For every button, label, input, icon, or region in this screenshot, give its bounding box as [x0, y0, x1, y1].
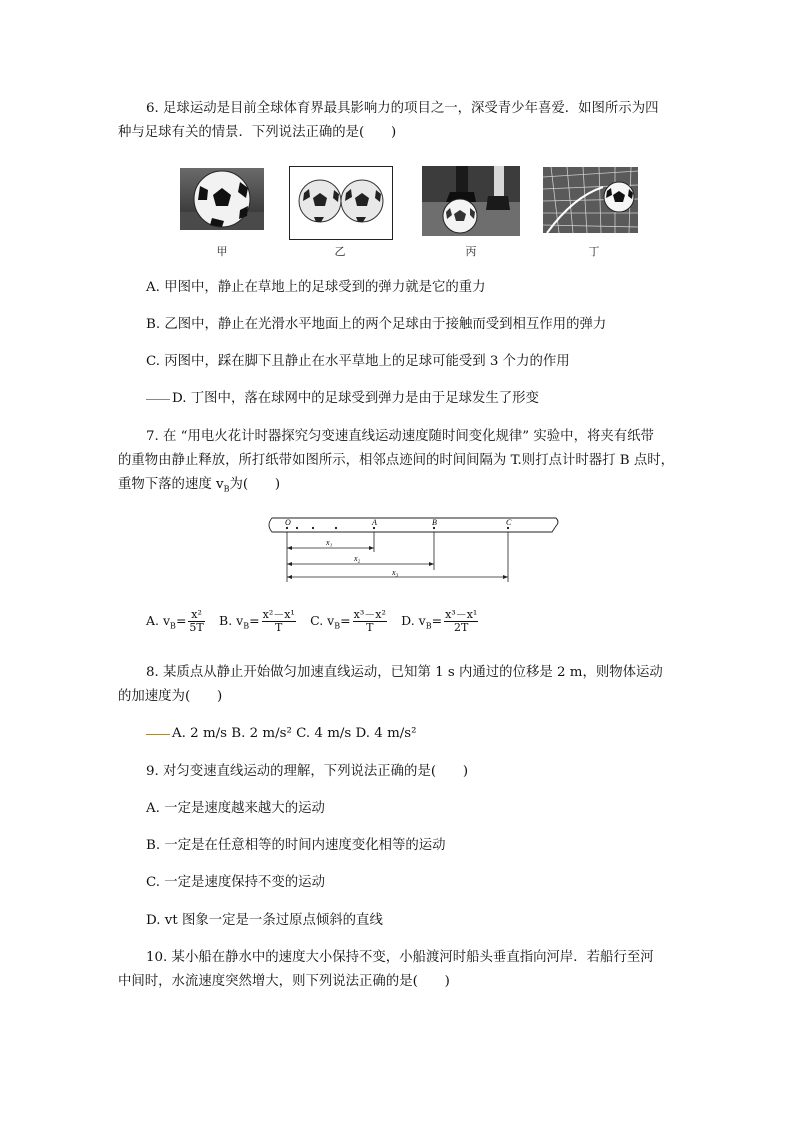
q7-stem-line3-end: 为( ) — [229, 477, 281, 492]
tape-point-c: C — [506, 518, 512, 527]
q8-options-row — [146, 722, 706, 746]
q6-option-b: B. 乙图中，静止在光滑水平地面上的两个足球由于接触而受到相互作用的弹力 — [146, 317, 607, 332]
q10-stem-line1: 10. 某小船在静水中的速度大小保持不变，小船渡河时船头垂直指向河岸．若船行至河 — [146, 950, 654, 965]
photo-ding-ball-in-net — [543, 167, 638, 233]
photo-bing-foot-on-ball — [422, 166, 520, 236]
photo-yi-two-balls — [289, 166, 393, 240]
q6-option-c: C. 丙图中，踩在脚下且静止在水平草地上的足球可能受到 3 个力的作用 — [146, 354, 570, 369]
q6-option-d: D. 丁图中，落在球网中的足球受到弹力是由于足球发生了形变 — [172, 391, 539, 406]
q7-options — [146, 606, 706, 642]
q8-stem-line1: 8. 某质点从静止开始做匀加速直线运动，已知第 1 s 内通过的位移是 2 m，则物体运动 — [146, 665, 663, 680]
q6-stem-line1: 6. 足球运动是目前全球体育界最具影响力的项目之一，深受青少年喜爱．如图所示为四 — [146, 101, 659, 116]
q10-stem-line2: 中间时，水流速度突然增大，则下列说法正确的是( ) — [118, 974, 450, 989]
q8-stem-line2: 的加速度为( ) — [118, 689, 223, 704]
q7-option-c: C. $v_B=$ $\frac{\text{x³－x²}}{T}$ — [310, 608, 386, 634]
q7-option-d: D. $v_B=$ $\frac{\text{x³－x¹}}{2T}$ — [401, 608, 478, 634]
q7-stem-line3-text: 重物下落的速度 v — [118, 477, 224, 492]
tape-length-x2: x₂ — [354, 554, 361, 563]
q7-stem-line3 — [118, 473, 678, 502]
answer-blank — [146, 733, 170, 735]
tape-length-x3: x₃ — [392, 568, 399, 577]
tape-point-b: B — [432, 518, 437, 527]
q7-option-a: A. $v_B=$ $\frac{\text{x²}}{5T}$ — [146, 608, 204, 634]
caption-yi: 乙 — [334, 245, 346, 258]
q9-option-d: D. vt 图象一定是一条过原点倾斜的直线 — [146, 913, 383, 928]
caption-bing: 丙 — [465, 245, 477, 258]
answer-blank — [146, 398, 170, 400]
q7-stem-sub: B — [223, 484, 230, 494]
caption-jia: 甲 — [216, 245, 228, 258]
q6-stem-line2: 种与足球有关的情景．下列说法正确的是( ) — [118, 125, 397, 140]
tape-length-x1: x₁ — [326, 538, 333, 547]
q9-option-a: A. 一定是速度越来越大的运动 — [146, 801, 325, 816]
q6-option-d-row — [146, 387, 706, 411]
tape-point-o: O — [285, 518, 291, 527]
q9-option-b: B. 一定是在任意相等的时间内速度变化相等的运动 — [146, 838, 446, 853]
caption-ding: 丁 — [588, 245, 600, 258]
q9-option-c: C. 一定是速度保持不变的运动 — [146, 875, 325, 890]
q7-stem-line2: 的重物由静止释放，所打纸带如图所示，相邻点迹间的时间间隔为 T.则打点计时器打 B 点时， — [118, 453, 675, 468]
q7-option-b: B. $v_B=$ $\frac{\text{x²－x¹}}{T}$ — [219, 608, 295, 634]
paper-tape-diagram — [260, 514, 562, 586]
photo-jia-soccer-ball — [180, 168, 264, 230]
tape-point-a: A — [372, 518, 377, 527]
q8-options: A. 2 m/s B. 2 m/s² C. 4 m/s D. 4 m/s² — [172, 726, 417, 741]
q7-stem-line1: 7. 在 “用电火花计时器探究匀变速直线运动速度随时间变化规律” 实验中，将夹有纸带 — [146, 429, 654, 444]
q6-option-a: A. 甲图中，静止在草地上的足球受到的弹力就是它的重力 — [146, 280, 486, 295]
q9-stem: 9. 对匀变速直线运动的理解，下列说法正确的是( ) — [146, 764, 469, 779]
